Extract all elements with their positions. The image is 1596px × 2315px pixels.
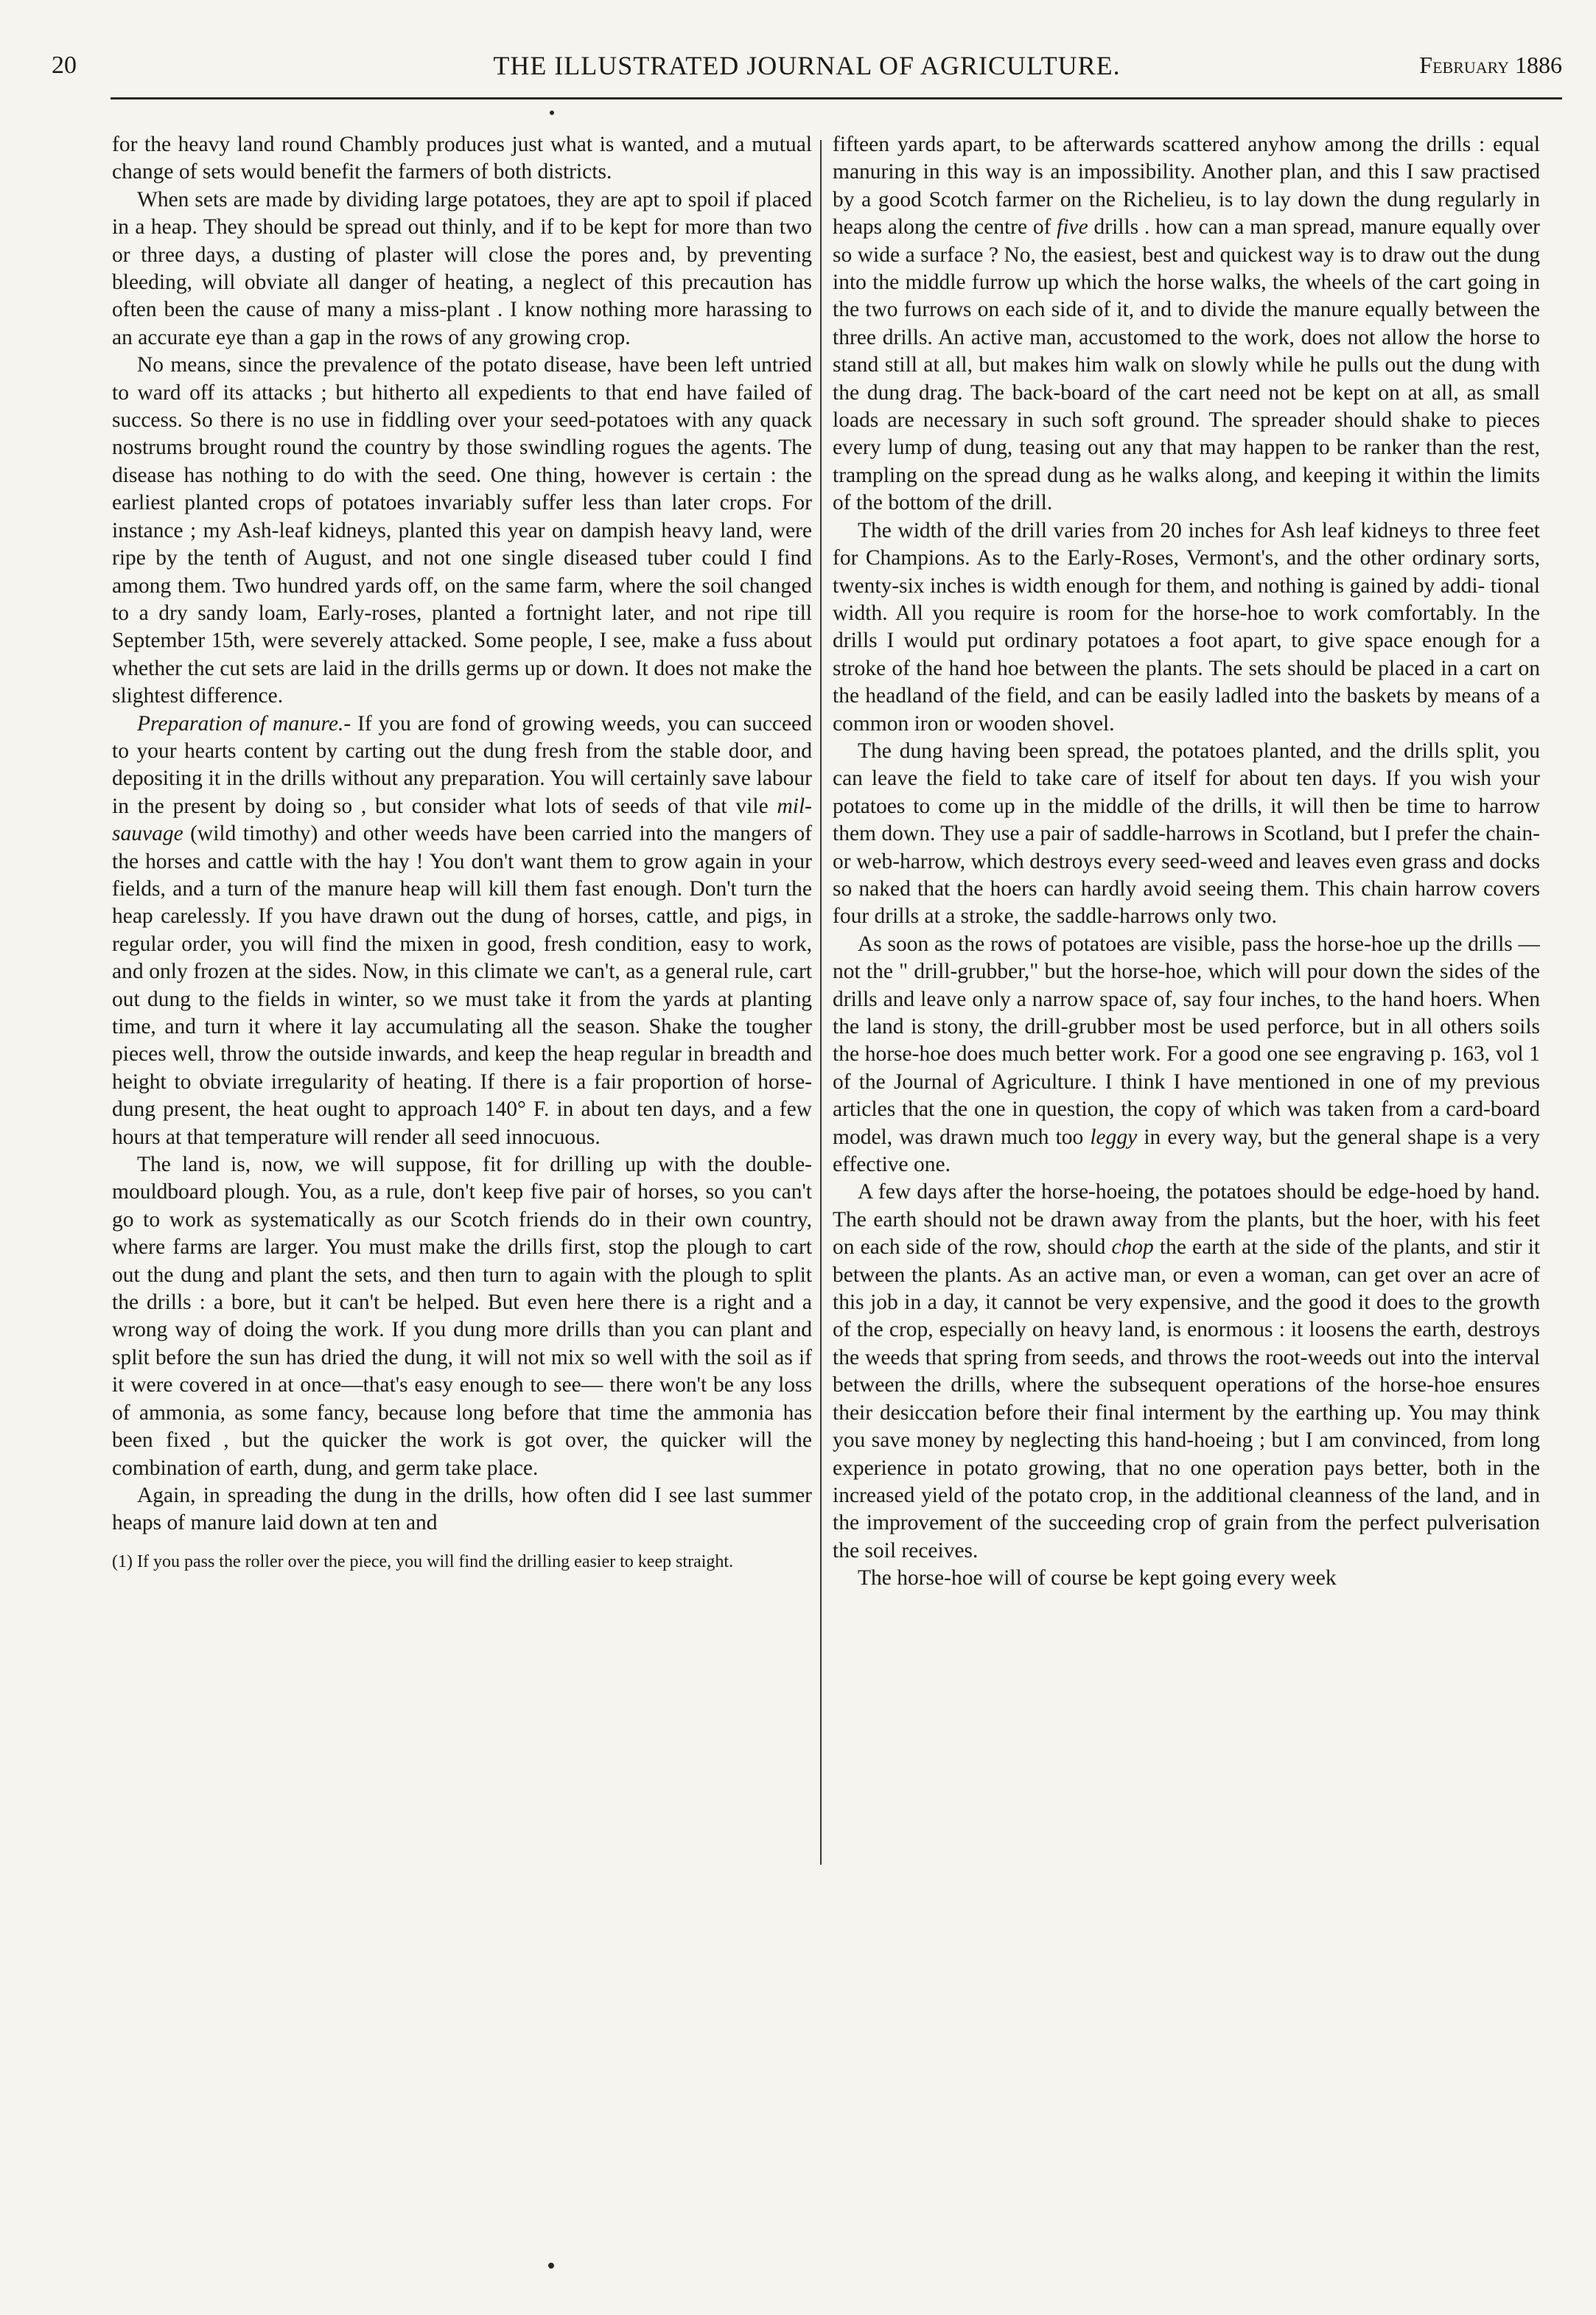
text-run: fifteen yards apart, to be afterwards scattered anyhow among the drills : equal manuring in this way is an impossibility. Another plan, and this I saw practised by a good Scotch farmer on the Richelieu, is to lay down the dung regularly in heaps along the centre of [833, 133, 1540, 240]
paragraph: for the heavy land round Chambly produces just what is wanted, and a mutual change of sets would benefit the farmers of both districts. [112, 133, 812, 184]
paragraph [833, 931, 1540, 1179]
paragraph [112, 710, 812, 1152]
emphasis: chop [1111, 1235, 1154, 1260]
paragraph: Again, in spreading the dung in the drills, how often did I see last summer heaps of manure laid down at ten and [112, 1483, 812, 1535]
text-run: drills . how can a man spread, manure equally over so wide a surface ? No, the easiest, best and quickest way is to draw out the dung into the middle furrow up which the horse walks, the wheels of the cart going in the two furrows on each side of it, and to divide the manure equally between the three drills. An active man, accustomed to the work, does not allow the horse to stand still at all, but makes him walk on slowly while he pulls out the dung with the dung drag. The back-board of the cart need not be kept on at all, as small loads are necessary in such soft ground. The spreader should shake to pieces every lump of dung, teasing out any that may happen to be ranker than the rest, trampling on the spread dung as he walks along, and keeping it within the limits of the bottom of the drill. [833, 215, 1540, 515]
issue-date: February 1886 [1419, 52, 1562, 78]
emphasis: five [1057, 215, 1088, 240]
emphasis: leggy [1090, 1125, 1138, 1149]
section-heading: Preparation of manure. [137, 711, 344, 736]
paragraph [833, 1179, 1540, 1565]
page-number: 20 [52, 52, 77, 79]
paragraph: The horse-hoe will of course be kept going every week [858, 1566, 1337, 1591]
paragraph: No means, since the prevalence of the potato disease, have been left untried to ward off its attacks ; but hitherto all expedients to that end have failed of success. So there is no use in fiddling over your seed-potatoes with any quack nostrums brought round the country by those swindling rogues the agents. The disease has nothing to do with the seed. One thing, however is certain : the earliest planted crops of potatoes invariably suffer less than later crops. For instance ; my Ash-leaf kidneys, planted this year on dampish heavy land, were ripe by the tenth of August, and not one single diseased tuber could I find among them. Two hundred yards off, on the same farm, where the soil changed to a dry sandy loam, Early-roses, planted a fortnight later, and not ripe till September 15th, were severely attacked. Some people, I see, make a fuss about whether the cut sets are laid in the drills germs up or down. It does not make the slightest difference. [112, 353, 812, 708]
text-run: the earth at the side of the plants, and stir it between the plants. As an active man, or even a woman, can get over an acre of this job in a day, it cannot be very expensive, and the good it does to the growth of the crop, especially on heavy land, is enormous : it loosens the earth, destroys the weeds that spring from seeds, and throws the root-weeds out into the interval between the drills, where the subsequent operations of the horse-hoe ensures their desiccation before their final interment by the earthing up. You may think you save money by neglecting this hand-hoeing ; but I am convinced, from long experience in potato growing, that no one operation pays better, both in the increased yield of the potato crop, in the additional cleanness of the land, and in the improvement of the succeeding crop of grain from the perfect pulverisation the soil receives. [833, 1235, 1540, 1562]
text-run: - If you are fond of growing weeds, you can succeed to your hearts content by carting out the dung fresh from the stable door, and depositing it in the drills without any preparation. You will certainly save labour in the present by doing so , but consider what lots of seeds of that vile [112, 711, 812, 818]
text-run: (wild timothy) and other weeds have been carried into the mangers of the horses and cattle with the hay ! You don't want them to grow again in your fields, and a turn of the manure heap will kill them fast enough. Don't turn the heap carelessly. If you have drawn out the dung of horses, cattle, and pigs, in regular order, you will find the mixen in good, fresh condition, easy to work, and only frozen at the sides. Now, in this climate we can't, as a general rule, cart out dung to the fields in winter, so we must take it from the yards at planting time, and turn it where it lay accumulating all the season. Shake the tougher pieces well, throw the outside inwards, and keep the heap regular in breadth and height to obviate irregularity of heating. If there is a fair proportion of horse-dung present, the heat ought to approach 140° F. in about ten days, and a few hours at that temperature will render all seed innocuous. [112, 822, 812, 1149]
journal-title: THE ILLUSTRATED JOURNAL OF AGRICULTURE. [493, 51, 1121, 80]
header-dot [550, 111, 554, 115]
emphasis: mil-sauvage [112, 794, 812, 846]
header-rule [111, 97, 1562, 99]
paragraph: The width of the drill varies from 20 inches for Ash leaf kidneys to three feet for Champions. As to the Early-Roses, Vermont's, and the other ordinary sorts, twenty-six inches is width enough for them, and nothing is gained by addi- tional width. All you require is room for the horse-hoe to work comfortably. In the drills I would put ordinary potatoes a foot apart, to give space enough for a stroke of the hand hoe between the plants. The sets should be placed in a cart on the headland of the field, and can be easily ladled into the baskets by means of a common iron or wooden shovel. [833, 518, 1540, 736]
left-column [112, 131, 812, 2202]
text-run: A few days after the horse-hoeing, the potatoes should be edge-hoed by hand. The earth should not be drawn away from the plants, but the hoer, with his feet on each side of the row, should [833, 1180, 1540, 1260]
paragraph: The dung having been spread, the potatoes planted, and the drills split, you can leave the field to take care of itself for about ten days. If you wish your potatoes to come up in the middle of the drills, it will then be time to harrow them down. They use a pair of saddle-harrows in Scotland, but I prefer the chain-or web-harrow, which destroys every seed-weed and leaves even grass and docks so naked that the hoers can hardly avoid seeing them. This chain harrow covers four drills at a stroke, the saddle-harrows only two. [833, 739, 1540, 929]
text-run: in every way, but the general shape is a very effective one. [833, 1125, 1540, 1177]
text-run: As soon as the rows of potatoes are visible, pass the horse-hoe up the drills —not the " drill-grubber," but the horse-hoe, which will pour down the sides of the drills and leave only a narrow space of, say four inches, to the hand hoers. When the land is stony, the drill-grubber most be used perforce, but in all others soils the horse-hoe does much better work. For a good one see engraving p. 163, vol 1 of the Journal of Agriculture. I think I have mentioned in one of my previous articles that the one in question, the copy of which was taken from a card-board model, was drawn much too [833, 932, 1540, 1149]
page-header [52, 46, 1562, 90]
paragraph: The land is, now, we will suppose, fit for drilling up with the double-mouldboard plough. You, as a rule, don't keep five pair of horses, so you can't go to work as systematically as our Scotch friends do in their own country, where farms are larger. You must make the drills first, stop the plough to cart out the dung and plant the sets, and then turn to again with the plough to split the drills : a bore, but it can't be helped. But even here there is a right and a wrong way of doing the work. If you dung more drills than you can plant and split before the sun has dried the dung, it will not mix so well with the soil as if it were covered in at once—that's easy enough to see— there won't be any loss of ammonia, as some fancy, because long before that time the ammonia has been fixed , but the quicker the work is got over, the quicker will the combination of earth, dung, and germ take place. [112, 1153, 812, 1480]
column-divider [820, 140, 822, 1865]
footnote: (1) If you pass the roller over the piece, you will find the drilling easier to keep straight. [112, 1551, 734, 1571]
paragraph: When sets are made by dividing large potatoes, they are apt to spoil if placed in a heap. They should be spread out thinly, and if to be kept for more than two or three days, a dusting of plaster will close the pores and, by preventing bleeding, will obviate all danger of heating, a neglect of this precaution has often been the cause of many a miss-plant . I know nothing more harassing to an accurate eye than a gap in the rows of any growing crop. [112, 187, 812, 349]
bottom-dot [548, 2263, 554, 2269]
right-column [833, 131, 1540, 2202]
paragraph [833, 131, 1540, 517]
